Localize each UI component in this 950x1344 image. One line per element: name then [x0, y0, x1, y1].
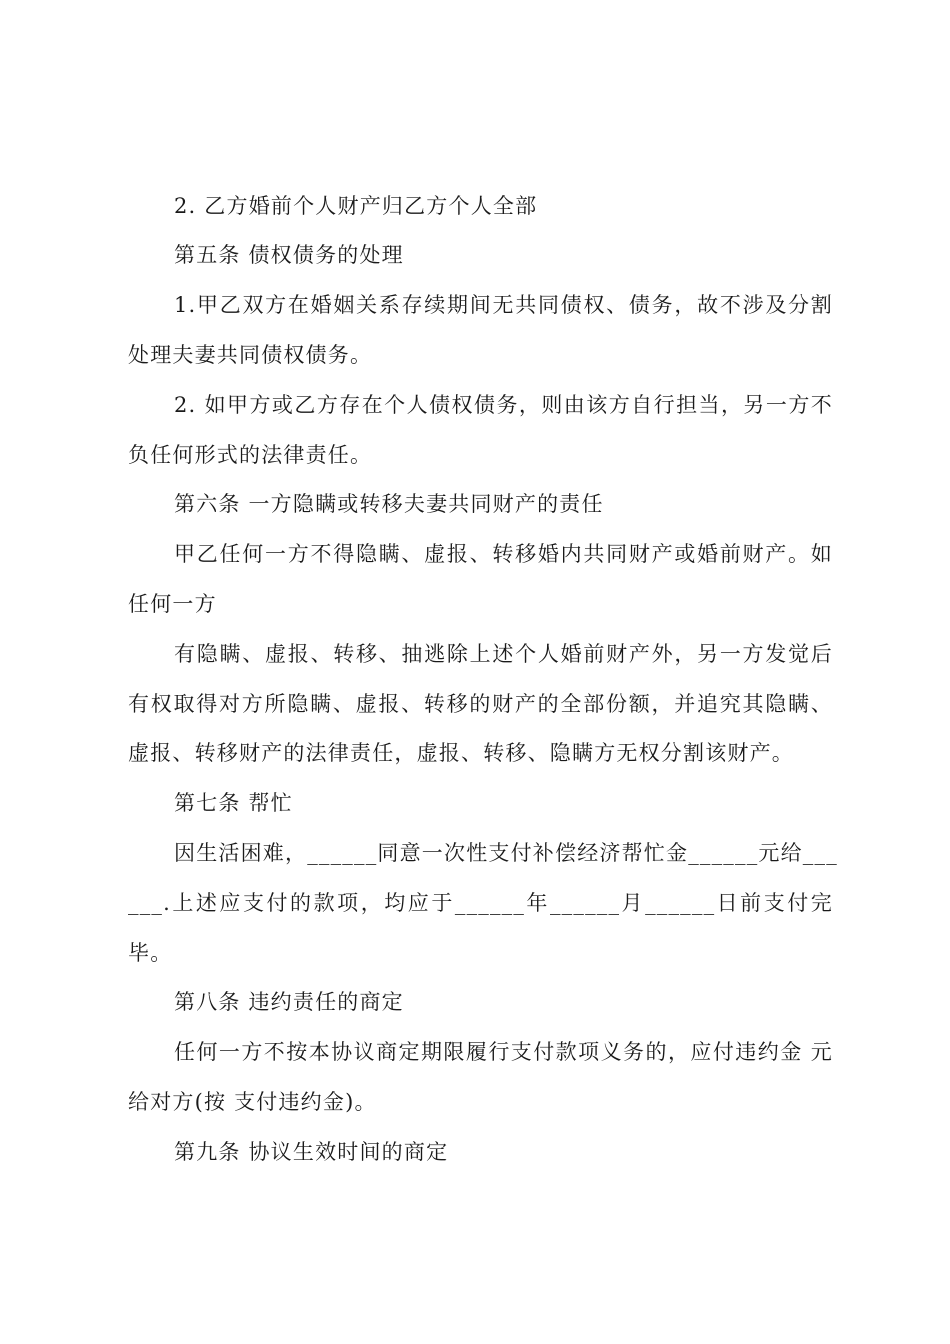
article-9-heading: 第九条 协议生效时间的商定	[174, 1140, 449, 1164]
article-8-para-line-1: 任何一方不按本协议商定期限履行支付款项义务的，应付违约金 元	[174, 1040, 833, 1064]
article-6-para-2-line-1: 有隐瞒、虚报、转移、抽逃除上述个人婚前财产外，另一方发觉后	[174, 642, 833, 666]
article-5-item-2-line-1: 2. 如甲方或乙方存在个人债权债务，则由该方自行担当，另一方不	[174, 393, 833, 417]
article-5-item-1-line-1: 1.甲乙双方在婚姻关系存续期间无共同债权、债务，故不涉及分割	[174, 293, 833, 317]
article-5-heading: 第五条 债权债务的处理	[174, 243, 404, 267]
article-8-para-line-2: 给对方(按 支付违约金)。	[128, 1090, 377, 1114]
clause-4-item-2: 2. 乙方婚前个人财产归乙方个人全部	[174, 194, 538, 218]
article-6-para-1-line-2: 任何一方	[128, 592, 217, 616]
article-6-para-1-line-1: 甲乙任何一方不得隐瞒、虚报、转移婚内共同财产或婚前财产。如	[174, 542, 833, 566]
article-5-item-2-line-2: 负任何形式的法律责任。	[128, 443, 373, 467]
article-5-item-1-line-2: 处理夫妻共同债权债务。	[128, 343, 373, 367]
article-7-para-line-3: 毕。	[128, 941, 173, 965]
article-6-para-2-line-3: 虚报、转移财产的法律责任，虚报、转移、隐瞒方无权分割该财产。	[128, 741, 794, 765]
article-7-para-line-2: ___.上述应支付的款项，均应于______年______月______日前支付完	[128, 891, 833, 915]
article-6-heading: 第六条 一方隐瞒或转移夫妻共同财产的责任	[174, 492, 604, 516]
article-8-heading: 第八条 违约责任的商定	[174, 990, 404, 1014]
article-6-para-2-line-2: 有权取得对方所隐瞒、虚报、转移的财产的全部份额，并追究其隐瞒、	[128, 692, 833, 716]
article-7-para-line-1: 因生活困难，______同意一次性支付补偿经济帮忙金______元给___	[174, 841, 838, 865]
article-7-heading: 第七条 帮忙	[174, 791, 293, 815]
